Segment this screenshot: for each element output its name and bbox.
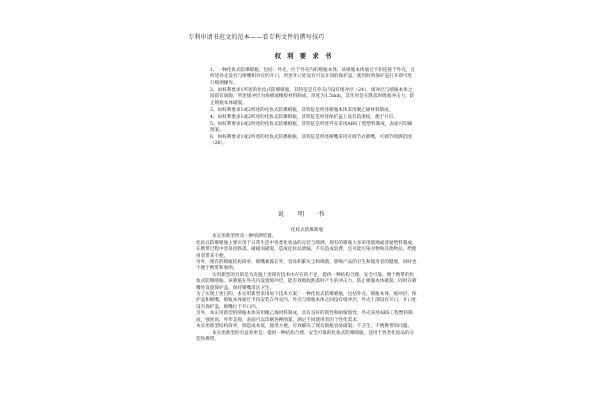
document-header: 专利申请书范文的范本——看专利文件的撰写技巧 [188, 34, 325, 41]
description-paragraph: 实用新型的目的是为克服上述现有技术中存在的不足，提供一种结构合理、安全可靠、便于携带的化妆式防爆喷瓶。该喷瓶在外壳内设置缓冲层，能有效吸收跌落时产生的冲击力，防止喷瓶本体破裂；同时在喷嘴处设置保护盖，保持喷嘴清洁卫生。 [196, 272, 417, 291]
description-title: 说 明 书 [277, 211, 331, 218]
description-paragraph: 另外，现有的喷瓶结构简单，喷嘴暴露在外，容易积累灰尘和细菌，影响产品的卫生和使用者的健康，同时也不便于携带和收纳。 [196, 260, 417, 272]
description-paragraph: 本实用新型结构简单，制造成本低，使用方便，有效解决了现有喷瓶容易破裂、不卫生、不便携带的问题。 [196, 324, 412, 330]
claim-item: 5、如权利要求1或2所述的化妆式防爆喷瓶，其特征是所述外壳采用ABS工程塑料制成，表面可印刷图案。 [210, 121, 413, 134]
description-paragraph: 为了实现上述目的，本实用新型采用如下技术方案：一种化妆式防爆喷瓶，包括外壳、喷瓶本体、缓冲层、保护盖和喷嘴，喷瓶本体通过卡扣安装在外壳内，外壳与喷瓶本体之间设有缓冲层，外壳上部设有开口，开口处设有保护盖，喷嘴位于开口内。 [196, 292, 417, 310]
claim-item: 1、一种化妆式防爆喷瓶，包括：外壳，位于外壳内的喷瓶本体，该喷瓶本体通过卡扣连接于外壳，且所述外壳设有与喷嘴相对应的开口，所述开口处设有可以开闭的保护盖，使用时将保护盖打开即可进行喷洒操作。 [210, 68, 416, 86]
claims-list [210, 68, 416, 148]
description-paragraph: 化妆式防爆喷瓶主要应用于日常生活中各类化妆品的分装与喷洒，现有的喷瓶大多采用玻璃或普通塑料制成，在携带过程中容易因跌落、碰撞而破裂，造成化妆品泄漏，不仅造成浪费，还可能污染衣物和其他物品，给使用者带来不便。 [196, 240, 417, 259]
description-paragraph: 本实用新型的有益效果是：提供一种结构合理、安全可靠的化妆式防爆喷瓶，适用于各类化妆品的分装和携带。 [196, 330, 415, 342]
description-body [196, 228, 418, 343]
claim-item: 4、如权利要求1或2所述的化妆式防爆喷瓶，其特征是所述保护盖上设有防滑纹，便于开启。 [210, 114, 398, 120]
description-paragraph: 另外，本实用新型的喷瓶本体采用聚乙烯材料制成，具有良好的韧性和耐腐蚀性；外壳采用ABS工程塑料制成，强度高、外形美观，表面可以印刷各种图案，满足不同使用者的个性化需求。 [196, 311, 413, 323]
claim-item: 2、如权利要求1所述的化妆式防爆喷瓶，其特征是在外壳内设有缓冲层（24），缓冲层与喷瓶本体之间留有间隙，所述缓冲层为海绵或橡胶材料制成，厚度为1.5mm，其作用是在跌落时吸收冲击力，防止喷瓶本体破裂。 [210, 87, 415, 106]
description-subtitle: 化妆式防爆喷瓶 [290, 228, 324, 233]
document-page [188, 34, 420, 394]
claims-title: 权 利 要 求 书 [274, 52, 334, 60]
description-paragraph: 本实用新型涉及一种喷洒装置。 [212, 234, 277, 240]
claim-item: 6、如权利要求1或2所述的化妆式防爆喷瓶，其特征是所述喷嘴采用可调节式喷嘴，可调节喷洒范围（26）。 [210, 135, 412, 147]
claim-item: 3、如权利要求1或2所述的化妆式防爆喷瓶，其特征是所述喷瓶本体采用聚乙烯材料制成。 [210, 107, 394, 113]
